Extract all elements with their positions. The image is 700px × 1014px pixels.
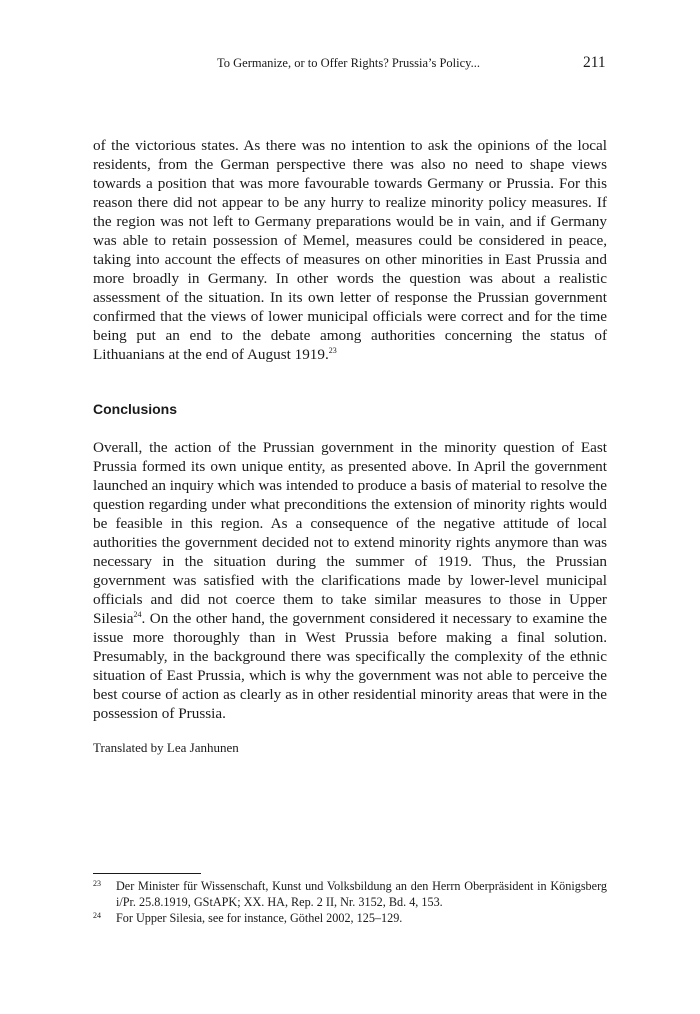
- paragraph-text: of the victorious states. As there was no intention to ask the opinions of the local residents, from the German perspective there was also no need to shape views towards a position that was more favourable towards Germany or Prussia. For this reason there did not appear to be any hurry to realize minority policy measures. If the region was not left to Germany preparations would be in vain, and if Germany was able to retain possession of Memel, measures could be considered in peace, taking into account the effects of measures on other minorities in East Prussia and more broadly in Germany. In other words the question was about a realistic assessment of the situation. In its own letter of response the Prussian government confirmed that the views of lower municipal officials were correct and for the time being put an end to the debate among authorities concerning the status of Lithuanians at the end of August 1919.: [93, 137, 607, 363]
- footnote-reference-24[interactable]: 24: [133, 609, 142, 619]
- footnote-number: 23: [93, 879, 101, 888]
- footnote-text: Der Minister für Wissenschaft, Kunst und Volksbildung an den Herrn Oberpräsident in Königsberg i/Pr. 25.8.1919, GStAPK; XX. HA, Rep. 2 II, Nr. 3152, Bd. 4, 153.: [116, 879, 607, 909]
- body-paragraph: [93, 438, 607, 723]
- paragraph-text: . On the other hand, the government considered it necessary to examine the issue more thoroughly than in West Prussia before making a final solution. Presumably, in the background there was specifically the complexity of the ethnic situation of East Prussia, which is why the government was not able to perceive the best course of action as clearly as in other residential minority areas that were in the possession of Prussia.: [93, 610, 607, 722]
- paragraph-text: Overall, the action of the Prussian government in the minority question of East Prussia formed its own unique entity, as presented above. In April the government launched an inquiry which was intended to produce a basis of material to resolve the question regarding under what preconditions the extension of minority rights would be feasible in this region. As a consequence of the negative attitude of local authorities the government decided not to extend minority rights anymore than was necessary in the situation during the summer of 1919. Thus, the Prussian government was satisfied with the clarifications made by lower-level municipal officials and did not coerce them to take similar measures to those in Upper Silesia: [93, 439, 607, 627]
- footnote-text: For Upper Silesia, see for instance, Göthel 2002, 125–129.: [116, 911, 403, 925]
- section-heading: Conclusions: [93, 401, 178, 417]
- translator-note: Translated by Lea Janhunen: [93, 740, 239, 755]
- footnote-23: [93, 878, 607, 910]
- footnote-separator: [93, 873, 201, 874]
- body-paragraph: [93, 136, 607, 364]
- footnote-24: [93, 910, 607, 926]
- footnote-number: 24: [93, 911, 101, 920]
- footnote-reference-23[interactable]: 23: [328, 345, 337, 355]
- running-title: To Germanize, or to Offer Rights? Prussia’s Policy...: [217, 56, 480, 70]
- running-header: [0, 54, 700, 74]
- page-number: 211: [583, 54, 606, 71]
